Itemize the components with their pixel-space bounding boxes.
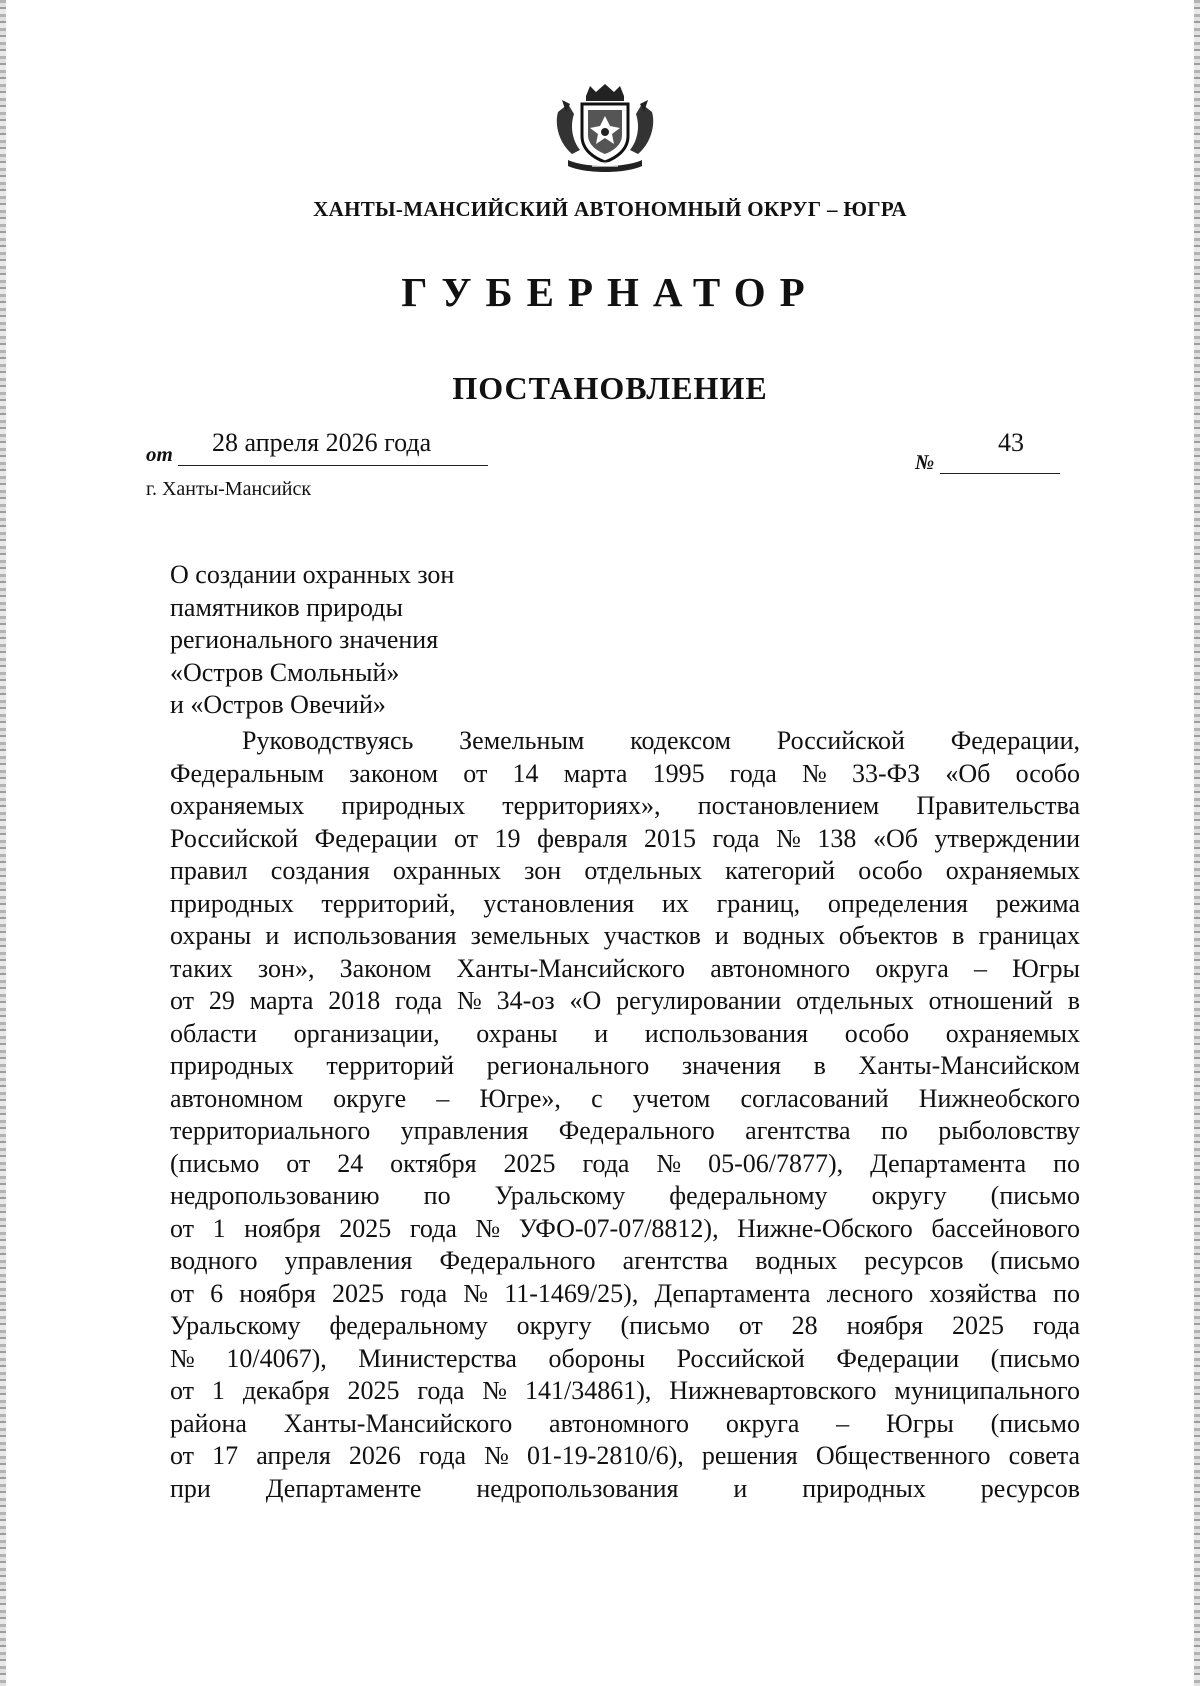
body-line: территориального управления Федерального агентства по рыболовству: [170, 1116, 1080, 1145]
body-line: автономном округе – Югре», с учетом согласований Нижнеобского: [170, 1083, 1080, 1113]
subject-line: «Остров Смольный»: [170, 657, 400, 687]
subject-line: регионального значения: [170, 625, 439, 654]
document-body: [170, 725, 1080, 1505]
body-line: области организации, охраны и использования особо охраняемых: [170, 1018, 1080, 1048]
number-prefix-label: №: [915, 450, 935, 474]
body-line: охраны и использования земельных участков и водных объектов в границах: [170, 921, 1080, 950]
body-line: природных территорий регионального значения в Ханты-Мансийском: [170, 1051, 1080, 1080]
body-line: района Ханты-Мансийского автономного округа – Югры (письмо: [170, 1408, 1080, 1438]
office-title: ГУБЕРНАТОР: [401, 269, 819, 315]
subject-line: памятников природы: [170, 592, 403, 622]
subject-line: и «Остров Овечий»: [170, 690, 386, 719]
body-line: от 17 апреля 2026 года № 01-19-2810/6), решения Общественного совета: [170, 1441, 1080, 1470]
body-line: Федеральным законом от 14 марта 1995 года № 33-ФЗ «Об особо: [170, 758, 1080, 788]
scan-edge-left: [0, 0, 6, 1686]
body-line: водного управления Федерального агентства водных ресурсов (письмо: [170, 1246, 1080, 1275]
body-line: Российской Федерации от 19 февраля 2015 года № 138 «Об утверждении: [170, 823, 1080, 853]
scan-edge-right: [1194, 0, 1200, 1686]
body-line: недропользованию по Уральскому федеральному округу (письмо: [170, 1181, 1080, 1210]
body-line: Руководствуясь Земельным кодексом Российской Федерации,: [242, 726, 1080, 755]
coat-of-arms-icon: [550, 82, 660, 174]
body-line: от 29 марта 2018 года № 34-оз «О регулировании отдельных отношений в: [170, 986, 1080, 1015]
body-line: правил создания охранных зон отдельных категорий особо охраняемых: [170, 856, 1080, 885]
document-type-title: ПОСТАНОВЛЕНИЕ: [452, 370, 768, 406]
document-subject: [170, 559, 590, 722]
region-title: ХАНТЫ-МАНСИЙСКИЙ АВТОНОМНЫЙ ОКРУГ – ЮГРА: [313, 197, 907, 221]
date-prefix-label: от: [146, 442, 173, 466]
date-underline: [178, 465, 488, 466]
body-line: (письмо от 24 октября 2025 года № 05-06/7877), Департамента по: [170, 1148, 1080, 1178]
body-line: Уральскому федеральному округу (письмо от 28 ноября 2025 года: [170, 1311, 1080, 1340]
body-line: таких зон», Законом Ханты-Мансийского автономного округа – Югры: [170, 953, 1080, 983]
body-line: от 1 ноября 2025 года № УФО-07-07/8812), Нижне-Обского бассейнового: [170, 1213, 1080, 1243]
body-line: природных территорий, установления их границ, определения режима: [170, 888, 1080, 918]
body-line: охраняемых природных территориях», постановлением Правительства: [170, 791, 1080, 820]
issue-city: г. Ханты-Мансийск: [146, 478, 312, 500]
subject-line: О создании охранных зон: [170, 560, 455, 589]
number-underline: [940, 473, 1060, 474]
body-line: при Департаменте недропользования и природных ресурсов: [170, 1473, 1080, 1503]
body-line: от 1 декабря 2025 года № 141/34861), Нижневартовского муниципального: [170, 1376, 1080, 1405]
body-line: № 10/4067), Министерства обороны Российской Федерации (письмо: [170, 1343, 1080, 1373]
document-date: 28 апреля 2026 года: [212, 428, 432, 457]
body-line: от 6 ноября 2025 года № 11-1469/25), Департамента лесного хозяйства по: [170, 1278, 1080, 1308]
document-number: 43: [998, 428, 1024, 457]
